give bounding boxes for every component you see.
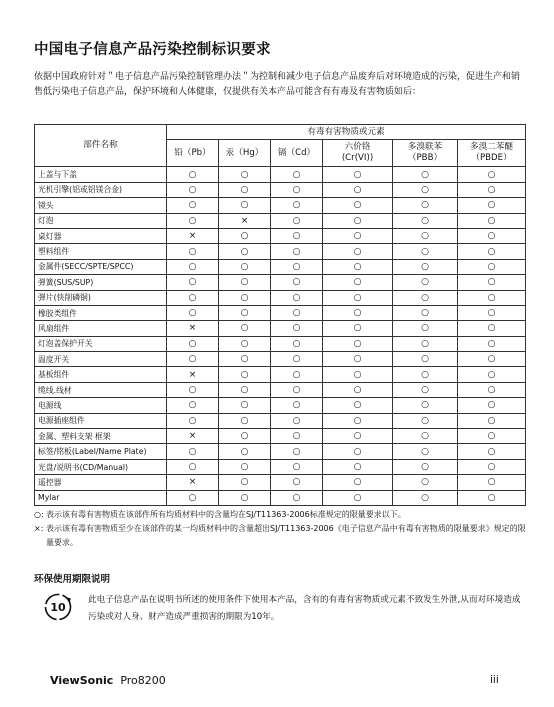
substance-name: 镉（Cd） — [277, 147, 316, 158]
substance-mark-cell: ○ — [271, 259, 323, 274]
substance-mark-cell: ○ — [271, 275, 323, 290]
substance-mark-cell: ○ — [393, 198, 458, 213]
substance-mark-cell: ○ — [167, 459, 219, 474]
substance-mark-cell: ○ — [219, 444, 271, 459]
substance-mark-cell: ○ — [393, 475, 458, 490]
substance-mark-cell: × — [167, 321, 219, 336]
substance-mark-cell: ○ — [393, 444, 458, 459]
hazardous-substances-table — [34, 124, 526, 506]
substance-mark-cell: ○ — [219, 429, 271, 444]
substance-symbol: （PBB） — [407, 153, 443, 164]
substance-mark-cell: ○ — [219, 459, 271, 474]
substance-mark-cell: ○ — [323, 444, 393, 459]
substance-mark-cell: × — [219, 213, 271, 228]
substance-mark-cell: ○ — [219, 382, 271, 397]
substance-mark-cell: × — [167, 429, 219, 444]
substance-mark-cell: ○ — [271, 167, 323, 182]
table-row — [35, 167, 526, 182]
substance-mark-cell: ○ — [393, 490, 458, 505]
substance-mark-cell: ○ — [167, 167, 219, 182]
substance-mark-cell: ○ — [458, 382, 526, 397]
table-row — [35, 444, 526, 459]
substance-mark-cell: ○ — [271, 290, 323, 305]
substance-mark-cell: ○ — [167, 352, 219, 367]
substance-header — [271, 140, 323, 167]
substance-mark-cell: ○ — [167, 290, 219, 305]
epup-icon-label: 10 — [50, 601, 66, 614]
substance-mark-cell: ○ — [323, 275, 393, 290]
substance-mark-cell: ○ — [167, 213, 219, 228]
substance-mark-cell: ○ — [393, 398, 458, 413]
substance-mark-cell: ○ — [323, 244, 393, 259]
substance-name: 多溴联苯 — [407, 142, 443, 153]
substance-mark-cell: ○ — [271, 367, 323, 382]
substance-mark-cell: ○ — [323, 213, 393, 228]
substance-mark-cell: ○ — [219, 167, 271, 182]
substance-mark-cell: ○ — [323, 259, 393, 274]
substance-mark-cell: ○ — [219, 352, 271, 367]
substance-mark-cell: ○ — [271, 475, 323, 490]
substance-mark-cell: ○ — [323, 228, 393, 243]
table-row — [35, 321, 526, 336]
substance-mark-cell: ○ — [167, 305, 219, 320]
substance-mark-cell: ○ — [219, 475, 271, 490]
substance-mark-cell: ○ — [219, 244, 271, 259]
part-name-cell: Mylar — [35, 490, 167, 505]
substance-mark-cell: ○ — [219, 398, 271, 413]
substance-mark-cell: ○ — [393, 305, 458, 320]
substance-mark-cell: ○ — [458, 367, 526, 382]
substance-mark-cell: ○ — [458, 182, 526, 197]
substance-mark-cell: ○ — [219, 336, 271, 351]
substance-mark-cell: ○ — [458, 305, 526, 320]
substance-name: 铅（Pb） — [174, 147, 211, 158]
substance-mark-cell: ○ — [458, 259, 526, 274]
substance-mark-cell: ○ — [458, 167, 526, 182]
substance-mark-cell: ○ — [271, 198, 323, 213]
table-row — [35, 305, 526, 320]
substance-mark-cell: ○ — [323, 475, 393, 490]
table-row — [35, 413, 526, 428]
substance-mark-cell: ○ — [393, 275, 458, 290]
table-row — [35, 275, 526, 290]
substance-mark-cell: ○ — [271, 444, 323, 459]
part-name-cell: 弹片(快削磷铜) — [35, 290, 167, 305]
substance-mark-cell: ○ — [393, 244, 458, 259]
substance-mark-cell: ○ — [393, 336, 458, 351]
substance-mark-cell: ○ — [219, 367, 271, 382]
substance-mark-cell: ○ — [167, 413, 219, 428]
table-row — [35, 290, 526, 305]
substance-mark-cell: ○ — [271, 244, 323, 259]
substance-mark-cell: ○ — [219, 182, 271, 197]
part-name-cell: 电源线 — [35, 398, 167, 413]
substance-mark-cell: ○ — [393, 413, 458, 428]
substance-mark-cell: ○ — [167, 382, 219, 397]
substance-mark-cell: ○ — [458, 275, 526, 290]
substance-mark-cell: × — [167, 228, 219, 243]
table-row — [35, 182, 526, 197]
substance-mark-cell: ○ — [271, 398, 323, 413]
legend-symbol: ○: — [34, 510, 44, 519]
substance-mark-cell: ○ — [219, 321, 271, 336]
substance-mark-cell: ○ — [167, 444, 219, 459]
substance-mark-cell: ○ — [458, 444, 526, 459]
part-name-cell: 弹簧(SUS/SUP) — [35, 275, 167, 290]
substance-mark-cell: ○ — [458, 352, 526, 367]
substance-mark-cell: ○ — [219, 490, 271, 505]
part-name-cell: 基板组件 — [35, 367, 167, 382]
substance-mark-cell: ○ — [393, 321, 458, 336]
substance-mark-cell: ○ — [271, 382, 323, 397]
part-name-cell: 金属件(SECC/SPTE/SPCC) — [35, 259, 167, 274]
table-row — [35, 259, 526, 274]
substance-name: 汞（Hg） — [225, 147, 264, 158]
substance-header — [167, 140, 219, 167]
substance-mark-cell: ○ — [271, 413, 323, 428]
part-name-cell: 光机引擎(铝或铝镁合金) — [35, 182, 167, 197]
substance-mark-cell: ○ — [271, 459, 323, 474]
part-name-cell: 上盖与下盖 — [35, 167, 167, 182]
substance-mark-cell: ○ — [219, 198, 271, 213]
table-row — [35, 398, 526, 413]
part-name-cell: 温度开关 — [35, 352, 167, 367]
substance-header — [219, 140, 271, 167]
legend-text: 表示该有毒有害物质至少在该部件的某一均质材料中的含量超出SJ/T11363-2006《电子信息产品中有毒有害物质的限量要求》规定的限量要求。 — [46, 524, 526, 547]
substance-mark-cell: ○ — [323, 382, 393, 397]
part-name-cell: 光盘/说明书(CD/Manual) — [35, 459, 167, 474]
substance-mark-cell: ○ — [219, 228, 271, 243]
part-name-cell: 金属、塑料支架 框架 — [35, 429, 167, 444]
footer-brand — [50, 674, 166, 687]
part-name-cell: 标签/铭板(Label/Name Plate) — [35, 444, 167, 459]
part-name-cell: 灯泡 — [35, 213, 167, 228]
substance-mark-cell: ○ — [458, 228, 526, 243]
substance-mark-cell: ○ — [458, 413, 526, 428]
substance-mark-cell: ○ — [271, 429, 323, 444]
legend-note — [34, 508, 528, 522]
substance-mark-cell: ○ — [271, 213, 323, 228]
intro-paragraph: 依据中国政府针对＂电子信息产品污染控制管理办法＂为控制和减少电子信息产品废弃后对环境造成的污染，促进生产和销售低污染电子信息产品，保护环境和人体健康，仅提供有关本产品可能含有有毒及有害物质如后： — [34, 72, 521, 97]
page-title: 中国电子信息产品污染控制标识要求 — [34, 42, 271, 58]
substance-header — [323, 140, 393, 167]
substance-mark-cell: ○ — [167, 490, 219, 505]
substance-mark-cell: ○ — [219, 290, 271, 305]
substance-mark-cell: ○ — [271, 336, 323, 351]
legend-text: 表示该有毒有害物质在该部件所有均质材料中的含量均在SJ/T11363-2006标准规定的限量要求以下。 — [46, 510, 406, 519]
substance-mark-cell: ○ — [458, 321, 526, 336]
table-row — [35, 336, 526, 351]
substance-name: 多溴二苯醚 — [470, 142, 514, 153]
substance-mark-cell: ○ — [323, 429, 393, 444]
part-name-cell: 遥控器 — [35, 475, 167, 490]
substance-mark-cell: ○ — [167, 198, 219, 213]
substance-mark-cell: ○ — [323, 367, 393, 382]
table-row — [35, 459, 526, 474]
substance-mark-cell: ○ — [323, 305, 393, 320]
substance-mark-cell: ○ — [458, 290, 526, 305]
part-name-cell: 电源插座组件 — [35, 413, 167, 428]
substance-header — [458, 140, 526, 167]
substance-mark-cell: ○ — [458, 398, 526, 413]
substance-mark-cell: ○ — [323, 167, 393, 182]
substance-mark-cell: ○ — [167, 182, 219, 197]
substance-group-header: 有毒有害物质或元素 — [167, 125, 526, 140]
substance-mark-cell: ○ — [323, 352, 393, 367]
part-name-header: 部件名称 — [35, 125, 167, 167]
substance-mark-cell: ○ — [393, 459, 458, 474]
substance-mark-cell: ○ — [458, 490, 526, 505]
table-row — [35, 429, 526, 444]
substance-mark-cell: × — [167, 367, 219, 382]
model-name: Pro8200 — [120, 674, 166, 687]
substance-mark-cell: ○ — [393, 213, 458, 228]
substance-header — [393, 140, 458, 167]
substance-symbol: （PBDE） — [471, 153, 512, 164]
epup-section-title: 环保使用期限说明 — [34, 574, 111, 585]
brand-name: ViewSonic — [50, 674, 114, 687]
substance-mark-cell: ○ — [167, 398, 219, 413]
part-name-cell: 塑料组件 — [35, 244, 167, 259]
substance-mark-cell: ○ — [219, 413, 271, 428]
substance-mark-cell: ○ — [323, 490, 393, 505]
table-row — [35, 352, 526, 367]
substance-mark-cell: ○ — [458, 475, 526, 490]
substance-mark-cell: ○ — [219, 275, 271, 290]
part-name-cell: 灯泡盖保护开关 — [35, 336, 167, 351]
substance-mark-cell: ○ — [271, 352, 323, 367]
substance-mark-cell: ○ — [323, 182, 393, 197]
substance-mark-cell: ○ — [393, 182, 458, 197]
substance-mark-cell: ○ — [167, 275, 219, 290]
substance-mark-cell: ○ — [393, 259, 458, 274]
substance-mark-cell: ○ — [167, 244, 219, 259]
part-name-cell: 风扇组件 — [35, 321, 167, 336]
substance-mark-cell: × — [167, 475, 219, 490]
substance-mark-cell: ○ — [271, 228, 323, 243]
substance-mark-cell: ○ — [393, 228, 458, 243]
substance-mark-cell: ○ — [393, 290, 458, 305]
legend-notes — [34, 508, 528, 550]
table-row — [35, 475, 526, 490]
part-name-cell: 镜头 — [35, 198, 167, 213]
substance-mark-cell: ○ — [393, 367, 458, 382]
substance-mark-cell: ○ — [167, 259, 219, 274]
table-row — [35, 244, 526, 259]
substance-mark-cell: ○ — [393, 429, 458, 444]
table-row — [35, 213, 526, 228]
table-row — [35, 198, 526, 213]
table-row — [35, 367, 526, 382]
legend-symbol: ×: — [34, 524, 44, 533]
substance-mark-cell: ○ — [271, 321, 323, 336]
substance-mark-cell: ○ — [458, 429, 526, 444]
substance-mark-cell: ○ — [458, 336, 526, 351]
substance-mark-cell: ○ — [323, 321, 393, 336]
substance-mark-cell: ○ — [323, 336, 393, 351]
substance-name: 六价铬 — [344, 142, 371, 153]
table-row — [35, 490, 526, 505]
page-number: iii — [490, 674, 499, 686]
substance-mark-cell: ○ — [458, 198, 526, 213]
part-name-cell: 桌灯器 — [35, 228, 167, 243]
part-name-cell: 缆线.线材 — [35, 382, 167, 397]
epup-description: 此电子信息产品在说明书所述的使用条件下使用本产品，含有的有毒有害物质或元素不致发生外泄,从而对环境造成污染或对人身、财产造成严重损害的期限为10年。 — [88, 595, 521, 622]
substance-symbol: (Cr(VI)) — [341, 153, 374, 164]
substance-mark-cell: ○ — [323, 413, 393, 428]
substance-mark-cell: ○ — [167, 336, 219, 351]
substance-mark-cell: ○ — [271, 182, 323, 197]
epup-10-year-icon — [44, 593, 72, 621]
substance-mark-cell: ○ — [458, 244, 526, 259]
part-name-cell: 橡胶类组件 — [35, 305, 167, 320]
substance-mark-cell: ○ — [323, 459, 393, 474]
substance-mark-cell: ○ — [219, 305, 271, 320]
substance-mark-cell: ○ — [219, 259, 271, 274]
substance-mark-cell: ○ — [458, 459, 526, 474]
legend-note — [34, 522, 528, 550]
substance-mark-cell: ○ — [323, 198, 393, 213]
table-row — [35, 382, 526, 397]
substance-mark-cell: ○ — [323, 290, 393, 305]
substance-mark-cell: ○ — [323, 398, 393, 413]
substance-mark-cell: ○ — [458, 213, 526, 228]
substance-mark-cell: ○ — [393, 382, 458, 397]
table-row — [35, 228, 526, 243]
substance-mark-cell: ○ — [393, 167, 458, 182]
substance-mark-cell: ○ — [271, 305, 323, 320]
substance-mark-cell: ○ — [393, 352, 458, 367]
substance-mark-cell: ○ — [271, 490, 323, 505]
